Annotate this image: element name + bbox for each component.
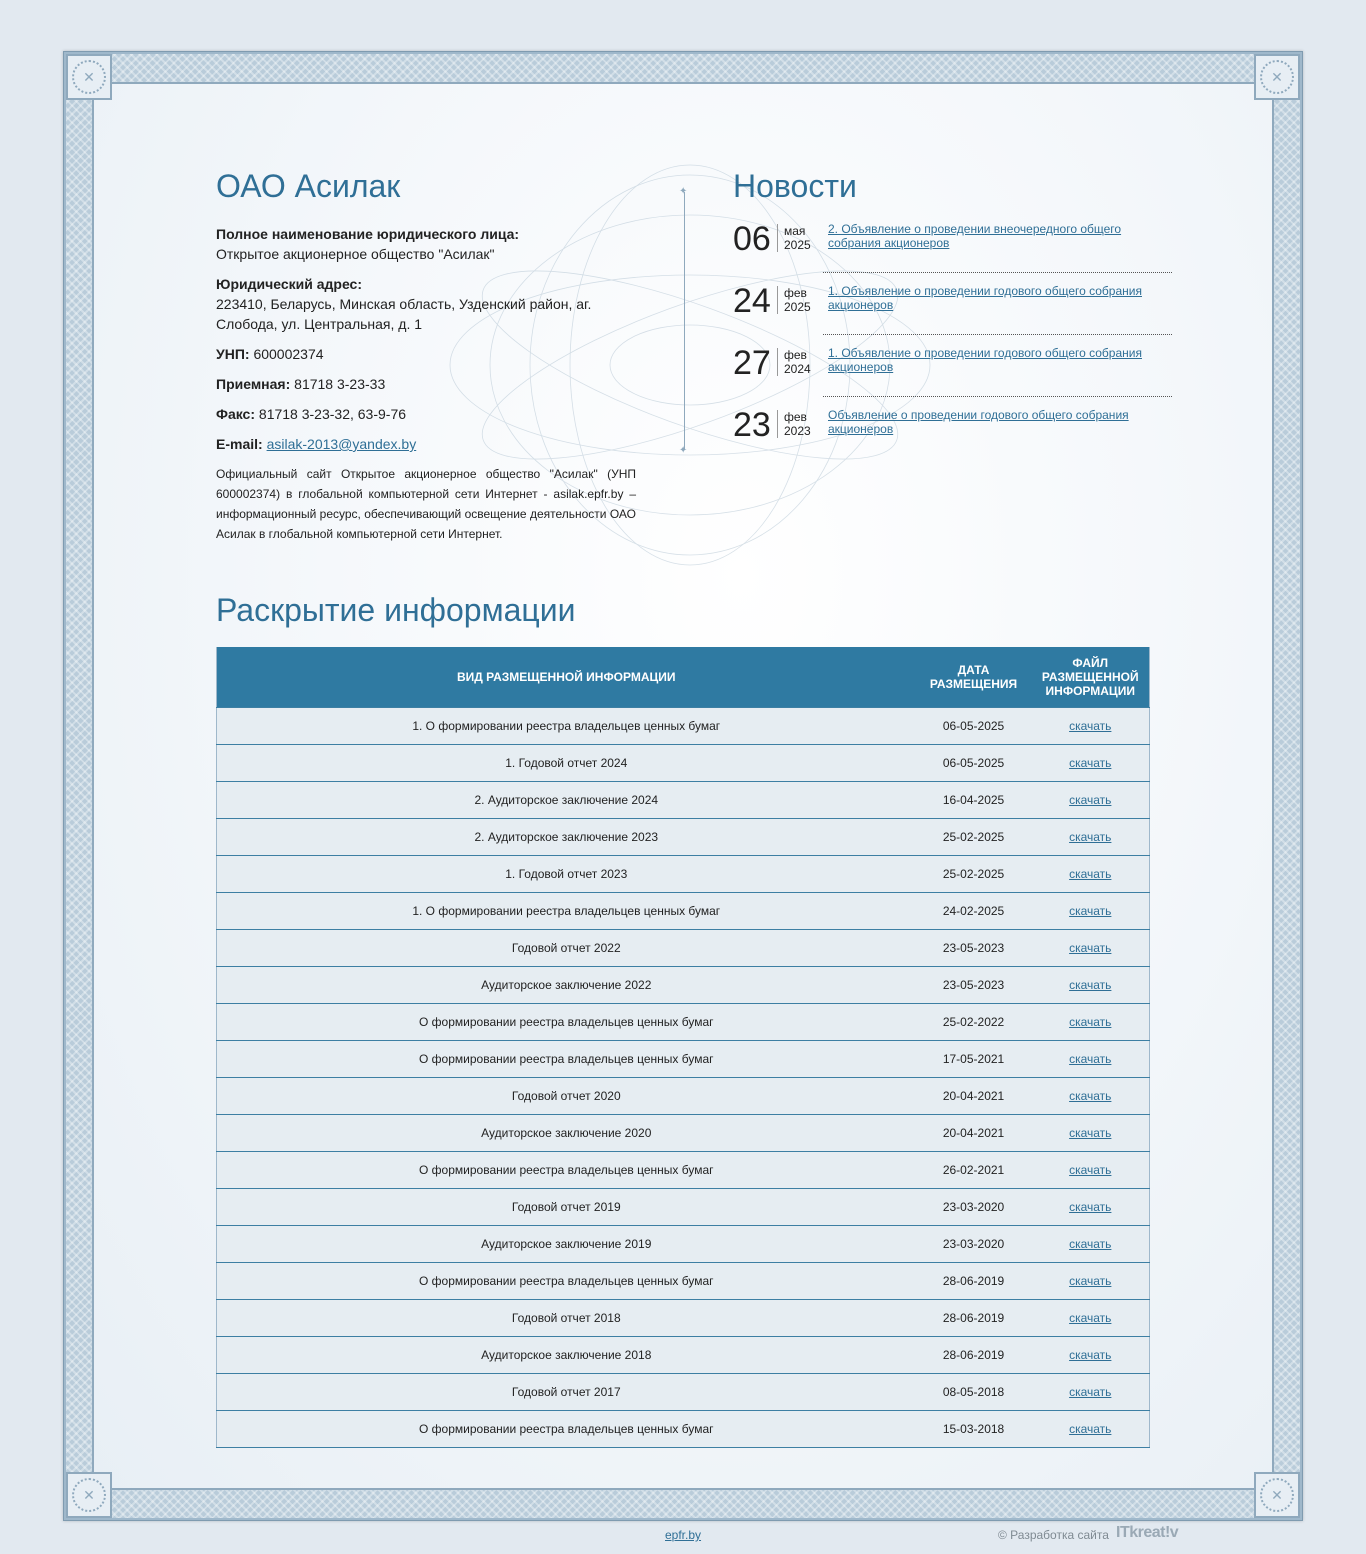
news-item: [733, 408, 1172, 470]
download-link[interactable]: скачать: [1069, 1347, 1112, 1362]
cell-date: 26-02-2021: [916, 1151, 1032, 1188]
cell-info-type: О формировании реестра владельцев ценных бумаг: [217, 1410, 916, 1447]
download-link[interactable]: скачать: [1069, 1051, 1112, 1066]
header-date: ДАТА РАЗМЕЩЕНИЯ: [916, 647, 1032, 707]
table-row: [217, 1225, 1150, 1262]
corner-ornament-icon: ✕: [66, 54, 112, 100]
news-separator: [823, 396, 1172, 397]
footer-developer-text: © Разработка сайта: [998, 1528, 1109, 1542]
cell-info-type: О формировании реестра владельцев ценных бумаг: [217, 1003, 916, 1040]
table-row: [217, 1373, 1150, 1410]
disclosure-table: [216, 647, 1150, 1448]
table-row: [217, 1077, 1150, 1114]
download-link[interactable]: скачать: [1069, 1014, 1112, 1029]
news-month-year: [777, 224, 811, 252]
cell-file: [1032, 707, 1150, 744]
table-row: [217, 1040, 1150, 1077]
corner-ornament-icon: ✕: [1254, 1472, 1300, 1518]
cell-file: [1032, 1188, 1150, 1225]
cell-file: [1032, 892, 1150, 929]
download-link[interactable]: скачать: [1069, 1384, 1112, 1399]
cell-file: [1032, 929, 1150, 966]
cell-file: [1032, 1336, 1150, 1373]
cell-info-type: Годовой отчет 2018: [217, 1299, 916, 1336]
cell-info-type: 1. Годовой отчет 2023: [217, 855, 916, 892]
cell-file: [1032, 818, 1150, 855]
table-row: [217, 1410, 1150, 1447]
email-block: [216, 434, 636, 454]
cell-file: [1032, 855, 1150, 892]
cell-info-type: Годовой отчет 2020: [217, 1077, 916, 1114]
download-link[interactable]: скачать: [1069, 866, 1112, 881]
header-info-type: ВИД РАЗМЕЩЕННОЙ ИНФОРМАЦИИ: [217, 647, 916, 707]
download-link[interactable]: скачать: [1069, 977, 1112, 992]
corner-ornament-icon: ✕: [66, 1472, 112, 1518]
cell-date: 16-04-2025: [916, 781, 1032, 818]
table-row: [217, 892, 1150, 929]
news-item: [733, 346, 1172, 408]
download-link[interactable]: скачать: [1069, 1088, 1112, 1103]
cell-date: 23-05-2023: [916, 929, 1032, 966]
address-label: Юридический адрес:: [216, 276, 362, 292]
download-link[interactable]: скачать: [1069, 1421, 1112, 1436]
cell-info-type: О формировании реестра владельцев ценных бумаг: [217, 1151, 916, 1188]
unp-label: УНП:: [216, 346, 250, 362]
full-name-label: Полное наименование юридического лица:: [216, 226, 520, 242]
cell-file: [1032, 744, 1150, 781]
table-row: [217, 1151, 1150, 1188]
cell-date: 25-02-2025: [916, 855, 1032, 892]
cell-file: [1032, 1262, 1150, 1299]
cell-file: [1032, 1003, 1150, 1040]
download-link[interactable]: скачать: [1069, 829, 1112, 844]
reception-block: [216, 374, 636, 394]
news-list: [733, 222, 1172, 470]
cell-file: [1032, 1151, 1150, 1188]
download-link[interactable]: скачать: [1069, 1162, 1112, 1177]
news-month-year: [777, 348, 811, 376]
cell-info-type: 1. О формировании реестра владельцев ценных бумаг: [217, 892, 916, 929]
news-separator: [823, 334, 1172, 335]
cell-date: 15-03-2018: [916, 1410, 1032, 1447]
news-item: [733, 284, 1172, 346]
cell-date: 28-06-2019: [916, 1299, 1032, 1336]
table-row: [217, 744, 1150, 781]
cell-file: [1032, 1299, 1150, 1336]
news-month-year: [777, 286, 811, 314]
footer-site-link[interactable]: epfr.by: [665, 1528, 702, 1542]
news-separator: [823, 272, 1172, 273]
table-row: [217, 855, 1150, 892]
corner-ornament-icon: ✕: [1254, 54, 1300, 100]
cell-date: 23-03-2020: [916, 1225, 1032, 1262]
address-block: [216, 274, 636, 334]
cell-date: 20-04-2021: [916, 1077, 1032, 1114]
cell-info-type: Годовой отчет 2017: [217, 1373, 916, 1410]
cell-info-type: Аудиторское заключение 2022: [217, 966, 916, 1003]
download-link[interactable]: скачать: [1069, 1236, 1112, 1251]
cell-info-type: Аудиторское заключение 2019: [217, 1225, 916, 1262]
table-row: [217, 1262, 1150, 1299]
cell-date: 20-04-2021: [916, 1114, 1032, 1151]
cell-date: 25-02-2022: [916, 1003, 1032, 1040]
cell-info-type: О формировании реестра владельцев ценных бумаг: [217, 1262, 916, 1299]
news-title: Новости: [733, 168, 857, 204]
download-link[interactable]: скачать: [1069, 792, 1112, 807]
news-month: фев: [784, 286, 807, 300]
unp-block: [216, 344, 636, 364]
cell-date: 28-06-2019: [916, 1262, 1032, 1299]
cell-date: 23-05-2023: [916, 966, 1032, 1003]
cell-date: 06-05-2025: [916, 744, 1032, 781]
cell-file: [1032, 966, 1150, 1003]
table-row: [217, 1336, 1150, 1373]
table-row: [217, 1299, 1150, 1336]
full-name-block: [216, 224, 636, 264]
cell-file: [1032, 1225, 1150, 1262]
table-header-row: [217, 647, 1150, 707]
download-link[interactable]: скачать: [1069, 718, 1112, 733]
unp-value: 600002374: [253, 346, 324, 362]
news-item: [733, 222, 1172, 284]
email-label: E-mail:: [216, 436, 263, 452]
address-value: 223410, Беларусь, Минская область, Узденский район, аг. Слобода, ул. Центральная, д. 1: [216, 296, 592, 332]
cell-date: 25-02-2025: [916, 818, 1032, 855]
fax-label: Факс:: [216, 406, 256, 422]
news-month: фев: [784, 348, 807, 362]
table-row: [217, 707, 1150, 744]
developer-logo[interactable]: ITkreat!v: [1116, 1524, 1179, 1541]
download-link[interactable]: скачать: [1069, 1273, 1112, 1288]
news-month-year: [777, 410, 811, 438]
cell-info-type: 1. О формировании реестра владельцев ценных бумаг: [217, 707, 916, 744]
download-link[interactable]: скачать: [1069, 755, 1112, 770]
full-name-value: Открытое акционерное общество "Асилак": [216, 246, 495, 262]
cell-date: 23-03-2020: [916, 1188, 1032, 1225]
email-link[interactable]: asilak-2013@yandex.by: [266, 436, 417, 452]
cell-info-type: Аудиторское заключение 2018: [217, 1336, 916, 1373]
news-year: 2023: [784, 424, 811, 438]
reception-value: 81718 3-23-33: [294, 376, 386, 392]
cell-info-type: Годовой отчет 2022: [217, 929, 916, 966]
cell-file: [1032, 1040, 1150, 1077]
reception-label: Приемная:: [216, 376, 291, 392]
fax-value: 81718 3-23-32, 63-9-76: [258, 406, 407, 422]
news-day: 23: [733, 406, 771, 444]
cell-file: [1032, 1114, 1150, 1151]
news-year: 2025: [784, 238, 811, 252]
news-link[interactable]: 1. Объявление о проведении годового общего собрания акционеров: [828, 284, 1142, 312]
cell-info-type: Годовой отчет 2019: [217, 1188, 916, 1225]
download-link[interactable]: скачать: [1069, 1125, 1112, 1140]
cell-date: 24-02-2025: [916, 892, 1032, 929]
table-row: [217, 1003, 1150, 1040]
cell-file: [1032, 1077, 1150, 1114]
download-link[interactable]: скачать: [1069, 903, 1112, 918]
news-link[interactable]: 2. Объявление о проведении внеочередного общего собрания акционеров: [828, 222, 1122, 250]
news-link[interactable]: 1. Объявление о проведении годового общего собрания акционеров: [828, 346, 1142, 374]
fax-block: [216, 404, 636, 424]
table-row: [217, 1114, 1150, 1151]
news-year: 2024: [784, 362, 811, 376]
news-link[interactable]: Объявление о проведении годового общего собрания акционеров: [828, 408, 1129, 436]
site-description: Официальный сайт Открытое акционерное общество "Асилак" (УНП 600002374) в глобальной компьютерной сети Интернет - asilak.epfr.by – информационный ресурс, обеспечивающий освещение деятельности ОАО Асилак в глобальной компьютерной сети Интернет.: [216, 467, 636, 541]
column-divider: [684, 192, 685, 450]
news-day: 27: [733, 344, 771, 382]
news-day: 06: [733, 220, 771, 258]
header-file: ФАЙЛ РАЗМЕЩЕННОЙ ИНФОРМАЦИИ: [1032, 647, 1150, 707]
news-month: фев: [784, 410, 807, 424]
cell-file: [1032, 1410, 1150, 1447]
cell-date: 28-06-2019: [916, 1336, 1032, 1373]
disclosure-title: Раскрытие информации: [216, 592, 576, 628]
cell-date: 06-05-2025: [916, 707, 1032, 744]
cell-info-type: 2. Аудиторское заключение 2023: [217, 818, 916, 855]
news-year: 2025: [784, 300, 811, 314]
company-title: ОАО Асилак: [216, 168, 401, 204]
table-row: [217, 929, 1150, 966]
table-row: [217, 966, 1150, 1003]
download-link[interactable]: скачать: [1069, 1199, 1112, 1214]
cell-file: [1032, 781, 1150, 818]
cell-info-type: Аудиторское заключение 2020: [217, 1114, 916, 1151]
cell-info-type: 1. Годовой отчет 2024: [217, 744, 916, 781]
table-row: [217, 1188, 1150, 1225]
news-day: 24: [733, 282, 771, 320]
disclosure-table-body: [217, 707, 1150, 1447]
news-month: мая: [784, 224, 806, 238]
table-row: [217, 818, 1150, 855]
cell-file: [1032, 1373, 1150, 1410]
table-row: [217, 781, 1150, 818]
download-link[interactable]: скачать: [1069, 1310, 1112, 1325]
company-info: [216, 224, 636, 544]
cell-date: 08-05-2018: [916, 1373, 1032, 1410]
cell-info-type: 2. Аудиторское заключение 2024: [217, 781, 916, 818]
download-link[interactable]: скачать: [1069, 940, 1112, 955]
cell-date: 17-05-2021: [916, 1040, 1032, 1077]
cell-info-type: О формировании реестра владельцев ценных бумаг: [217, 1040, 916, 1077]
